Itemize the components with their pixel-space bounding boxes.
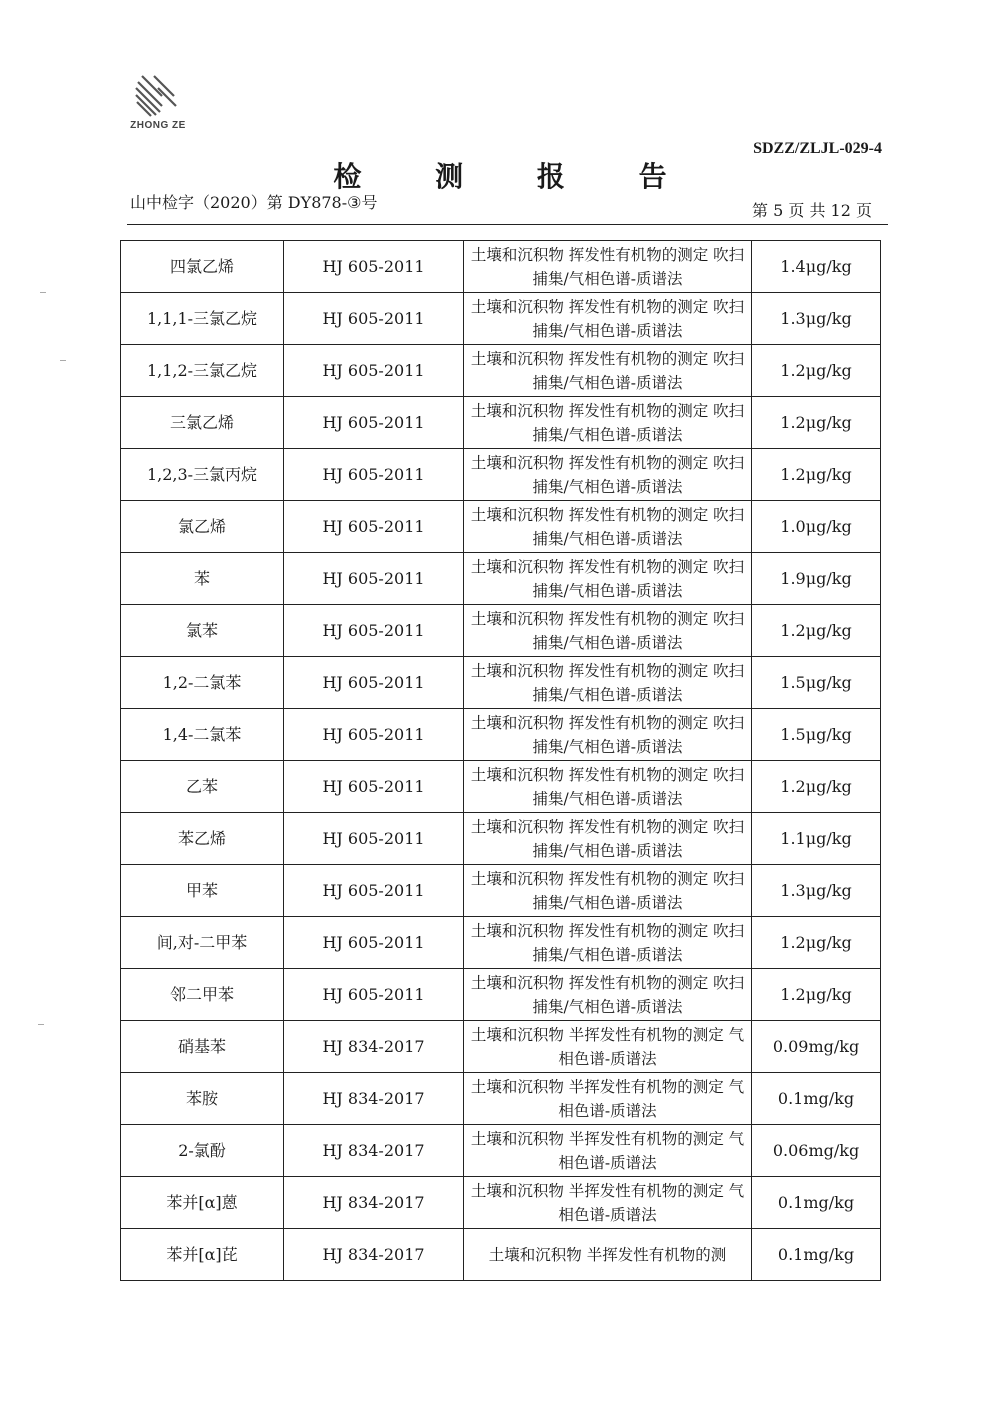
table-row <box>121 969 881 1021</box>
cell-method: 土壤和沉积物 挥发性有机物的测定 吹扫捕集/气相色谱-质谱法 <box>464 917 752 969</box>
cell-item: 硝基苯 <box>121 1021 284 1073</box>
table-row <box>121 865 881 917</box>
cell-standard: HJ 834-2017 <box>284 1073 464 1125</box>
cell-item: 苯胺 <box>121 1073 284 1125</box>
cell-standard: HJ 834-2017 <box>284 1021 464 1073</box>
cell-standard: HJ 605-2011 <box>284 865 464 917</box>
cell-standard: HJ 834-2017 <box>284 1177 464 1229</box>
cell-standard: HJ 605-2011 <box>284 969 464 1021</box>
cell-limit: 0.09mg/kg <box>752 1021 881 1073</box>
logo-text: ZHONG ZE <box>130 120 186 131</box>
cell-method: 土壤和沉积物 挥发性有机物的测定 吹扫捕集/气相色谱-质谱法 <box>464 241 752 293</box>
cell-limit: 1.2μg/kg <box>752 605 881 657</box>
cell-method: 土壤和沉积物 半挥发性有机物的测 <box>464 1229 752 1281</box>
cell-item: 甲苯 <box>121 865 284 917</box>
table-row <box>121 1229 881 1281</box>
cell-standard: HJ 605-2011 <box>284 553 464 605</box>
cell-limit: 1.9μg/kg <box>752 553 881 605</box>
table-row <box>121 293 881 345</box>
cell-item: 乙苯 <box>121 761 284 813</box>
cell-item: 2-氯酚 <box>121 1125 284 1177</box>
table-row <box>121 917 881 969</box>
table-row <box>121 501 881 553</box>
cell-standard: HJ 605-2011 <box>284 709 464 761</box>
cell-item: 氯乙烯 <box>121 501 284 553</box>
cell-standard: HJ 605-2011 <box>284 241 464 293</box>
cell-method: 土壤和沉积物 挥发性有机物的测定 吹扫捕集/气相色谱-质谱法 <box>464 813 752 865</box>
cell-item: 1,2-二氯苯 <box>121 657 284 709</box>
scan-mark <box>60 360 66 361</box>
table-row <box>121 1125 881 1177</box>
cell-limit: 1.2μg/kg <box>752 449 881 501</box>
cell-limit: 1.2μg/kg <box>752 397 881 449</box>
cell-method: 土壤和沉积物 挥发性有机物的测定 吹扫捕集/气相色谱-质谱法 <box>464 449 752 501</box>
cell-standard: HJ 605-2011 <box>284 501 464 553</box>
table-row <box>121 1177 881 1229</box>
cell-standard: HJ 834-2017 <box>284 1229 464 1281</box>
cell-standard: HJ 605-2011 <box>284 449 464 501</box>
table-row <box>121 345 881 397</box>
cell-limit: 0.1mg/kg <box>752 1177 881 1229</box>
cell-item: 四氯乙烯 <box>121 241 284 293</box>
cell-method: 土壤和沉积物 挥发性有机物的测定 吹扫捕集/气相色谱-质谱法 <box>464 657 752 709</box>
cell-limit: 1.2μg/kg <box>752 345 881 397</box>
cell-method: 土壤和沉积物 挥发性有机物的测定 吹扫捕集/气相色谱-质谱法 <box>464 969 752 1021</box>
cell-method: 土壤和沉积物 挥发性有机物的测定 吹扫捕集/气相色谱-质谱法 <box>464 345 752 397</box>
scan-mark <box>38 1024 44 1025</box>
table-row <box>121 397 881 449</box>
cell-method: 土壤和沉积物 挥发性有机物的测定 吹扫捕集/气相色谱-质谱法 <box>464 761 752 813</box>
cell-method: 土壤和沉积物 半挥发性有机物的测定 气相色谱-质谱法 <box>464 1125 752 1177</box>
cell-standard: HJ 605-2011 <box>284 293 464 345</box>
cell-standard: HJ 605-2011 <box>284 917 464 969</box>
cell-method: 土壤和沉积物 挥发性有机物的测定 吹扫捕集/气相色谱-质谱法 <box>464 709 752 761</box>
table-row <box>121 1073 881 1125</box>
cell-limit: 1.3μg/kg <box>752 865 881 917</box>
page-number: 第 5 页 共 12 页 <box>752 201 872 220</box>
cell-item: 邻二甲苯 <box>121 969 284 1021</box>
cell-item: 苯 <box>121 553 284 605</box>
cell-standard: HJ 605-2011 <box>284 345 464 397</box>
cell-limit: 1.2μg/kg <box>752 917 881 969</box>
header-divider <box>127 224 888 225</box>
cell-limit: 0.1mg/kg <box>752 1229 881 1281</box>
page-title: 检 测 报 告 <box>333 160 699 193</box>
cell-limit: 1.1μg/kg <box>752 813 881 865</box>
cell-item: 苯乙烯 <box>121 813 284 865</box>
scan-mark <box>40 292 46 293</box>
detection-limits-table <box>120 240 881 1281</box>
table-row <box>121 813 881 865</box>
cell-item: 1,4-二氯苯 <box>121 709 284 761</box>
cell-method: 土壤和沉积物 挥发性有机物的测定 吹扫捕集/气相色谱-质谱法 <box>464 501 752 553</box>
cell-item: 苯并[α]蒽 <box>121 1177 284 1229</box>
cell-standard: HJ 605-2011 <box>284 605 464 657</box>
cell-method: 土壤和沉积物 挥发性有机物的测定 吹扫捕集/气相色谱-质谱法 <box>464 605 752 657</box>
table-row <box>121 553 881 605</box>
cell-limit: 0.06mg/kg <box>752 1125 881 1177</box>
cell-limit: 1.2μg/kg <box>752 761 881 813</box>
cell-standard: HJ 605-2011 <box>284 761 464 813</box>
table-row <box>121 761 881 813</box>
cell-limit: 1.4μg/kg <box>752 241 881 293</box>
cell-item: 氯苯 <box>121 605 284 657</box>
cell-item: 苯并[α]芘 <box>121 1229 284 1281</box>
cell-standard: HJ 605-2011 <box>284 813 464 865</box>
report-number: 山中检字（2020）第 DY878-③号 <box>130 193 378 212</box>
cell-limit: 0.1mg/kg <box>752 1073 881 1125</box>
cell-method: 土壤和沉积物 挥发性有机物的测定 吹扫捕集/气相色谱-质谱法 <box>464 397 752 449</box>
cell-method: 土壤和沉积物 挥发性有机物的测定 吹扫捕集/气相色谱-质谱法 <box>464 553 752 605</box>
table-row <box>121 605 881 657</box>
table-row <box>121 241 881 293</box>
logo-stripes-icon <box>118 72 198 122</box>
cell-method: 土壤和沉积物 半挥发性有机物的测定 气相色谱-质谱法 <box>464 1021 752 1073</box>
table-body <box>121 241 881 1281</box>
table-row <box>121 449 881 501</box>
cell-item: 1,1,1-三氯乙烷 <box>121 293 284 345</box>
table-row <box>121 657 881 709</box>
cell-method: 土壤和沉积物 半挥发性有机物的测定 气相色谱-质谱法 <box>464 1073 752 1125</box>
cell-limit: 1.3μg/kg <box>752 293 881 345</box>
cell-limit: 1.0μg/kg <box>752 501 881 553</box>
cell-standard: HJ 834-2017 <box>284 1125 464 1177</box>
cell-item: 间,对-二甲苯 <box>121 917 284 969</box>
cell-item: 1,1,2-三氯乙烷 <box>121 345 284 397</box>
cell-limit: 1.5μg/kg <box>752 657 881 709</box>
cell-limit: 1.5μg/kg <box>752 709 881 761</box>
cell-standard: HJ 605-2011 <box>284 657 464 709</box>
cell-item: 三氯乙烯 <box>121 397 284 449</box>
cell-method: 土壤和沉积物 挥发性有机物的测定 吹扫捕集/气相色谱-质谱法 <box>464 293 752 345</box>
table-row <box>121 709 881 761</box>
cell-standard: HJ 605-2011 <box>284 397 464 449</box>
document-code: SDZZ/ZLJL-029-4 <box>753 140 882 157</box>
table-row <box>121 1021 881 1073</box>
cell-method: 土壤和沉积物 半挥发性有机物的测定 气相色谱-质谱法 <box>464 1177 752 1229</box>
cell-method: 土壤和沉积物 挥发性有机物的测定 吹扫捕集/气相色谱-质谱法 <box>464 865 752 917</box>
cell-limit: 1.2μg/kg <box>752 969 881 1021</box>
cell-item: 1,2,3-三氯丙烷 <box>121 449 284 501</box>
